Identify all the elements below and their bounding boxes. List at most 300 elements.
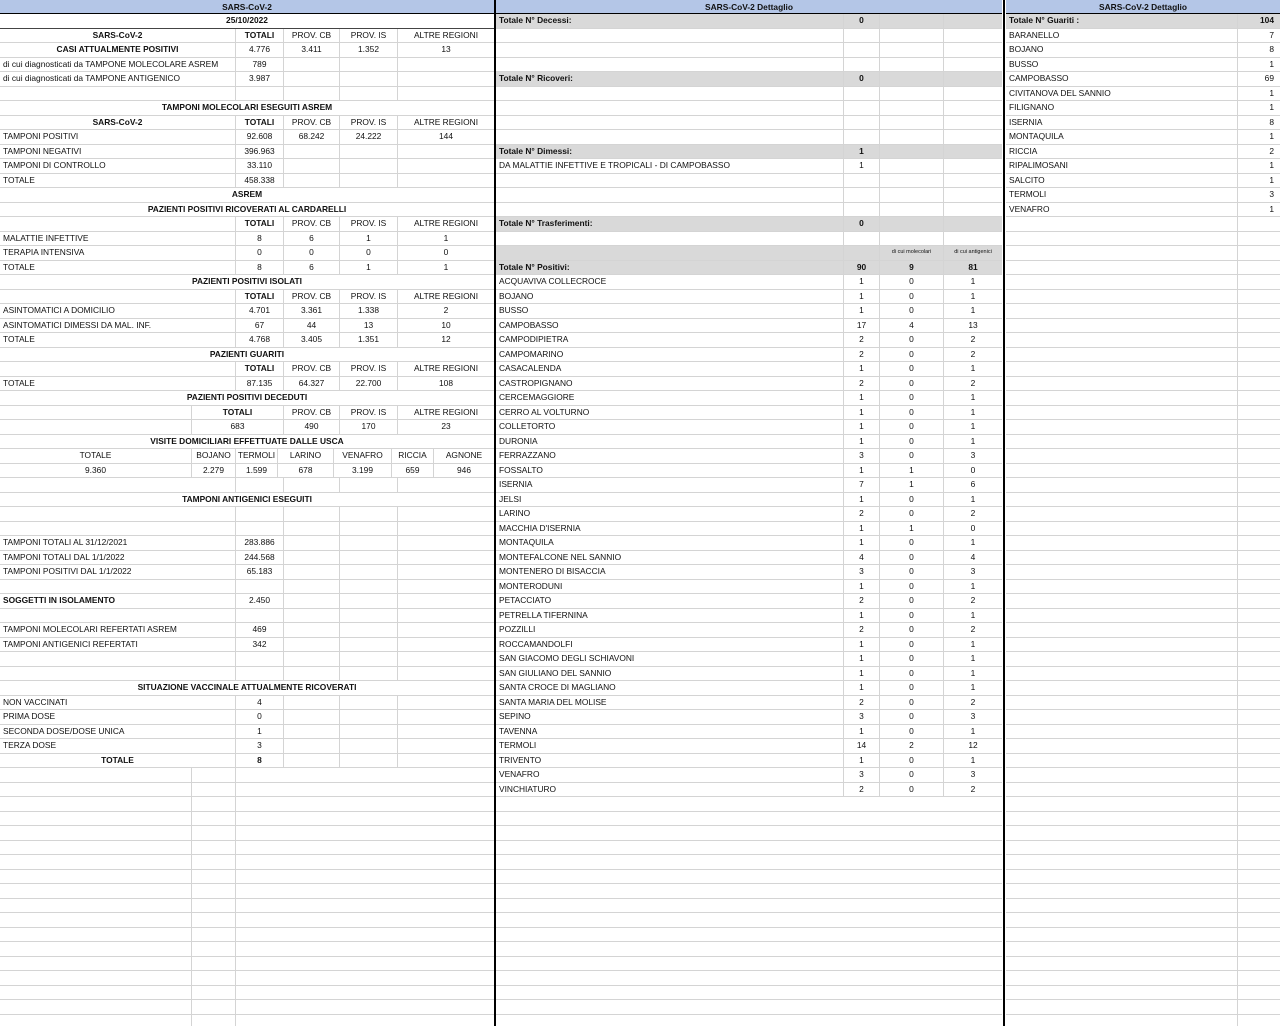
empty-row xyxy=(1006,362,1280,377)
value-cell: 12 xyxy=(441,334,451,344)
empty-cell xyxy=(0,478,236,492)
comune-name: BOJANO xyxy=(1006,43,1238,57)
value-cell: 69 xyxy=(1264,73,1274,83)
empty-cell xyxy=(496,188,844,202)
value-cell: 2 xyxy=(844,783,880,797)
value-cell: 1.338 xyxy=(340,304,398,318)
empty-row xyxy=(0,797,494,812)
empty-cell xyxy=(496,986,1002,1000)
empty-cell xyxy=(880,14,944,28)
value-cell: 0 xyxy=(880,754,944,768)
empty-cell xyxy=(1238,290,1280,304)
empty-cell xyxy=(1006,841,1238,855)
empty-cell xyxy=(1006,870,1238,884)
empty-cell xyxy=(236,1015,494,1026)
value-cell: 2 xyxy=(844,594,880,608)
value-cell: 2 xyxy=(970,624,976,634)
empty-cell xyxy=(844,87,880,101)
empty-cell xyxy=(1238,319,1280,333)
empty-cell xyxy=(496,913,1002,927)
comune-row xyxy=(496,406,1002,421)
value-cell: 0 xyxy=(844,72,880,86)
value-cell: 946 xyxy=(457,464,471,475)
value-cell: 2 xyxy=(844,348,880,362)
empty-row xyxy=(1006,928,1280,943)
value-cell: 7 xyxy=(1269,29,1274,40)
comune-name: VENAFRO xyxy=(496,768,844,782)
empty-cell xyxy=(284,667,340,681)
column-header: PROV. CB xyxy=(284,290,340,304)
column-header: TOTALE xyxy=(0,449,192,463)
empty-cell xyxy=(1006,348,1238,362)
empty-cell xyxy=(192,986,236,1000)
decessi-row xyxy=(496,14,1002,29)
empty-cell xyxy=(1006,536,1238,550)
row-label: TAMPONI TOTALI DAL 1/1/2022 xyxy=(0,551,236,565)
empty-cell xyxy=(880,174,944,188)
comune-name: VENAFRO xyxy=(1006,203,1238,217)
empty-cell xyxy=(1006,609,1238,623)
empty-cell xyxy=(1006,493,1238,507)
value-cell: 81 xyxy=(944,261,1002,275)
empty-cell xyxy=(284,594,340,608)
empty-cell xyxy=(340,174,398,188)
empty-cell xyxy=(0,783,192,797)
empty-cell xyxy=(1238,768,1280,782)
value-cell: 92.608 xyxy=(236,130,284,144)
empty-row xyxy=(0,971,494,986)
comune-row xyxy=(496,580,1002,595)
row-label: Totale N° Dimessi: xyxy=(496,145,844,159)
empty-cell xyxy=(1238,870,1280,884)
comune-name: COLLETORTO xyxy=(496,420,844,434)
empty-row xyxy=(1006,464,1280,479)
empty-cell xyxy=(398,580,494,594)
empty-cell xyxy=(1238,420,1280,434)
empty-row xyxy=(1006,478,1280,493)
table-row xyxy=(0,130,494,145)
comune-row xyxy=(496,725,1002,740)
empty-cell xyxy=(1006,246,1238,260)
value-cell: 458.338 xyxy=(236,174,284,188)
value-cell: 4 xyxy=(880,319,944,333)
empty-cell xyxy=(284,58,340,72)
empty-row xyxy=(496,1000,1002,1015)
value-cell: 3.987 xyxy=(236,72,284,86)
column-header: TOTALI xyxy=(236,29,284,43)
column-header: PROV. IS xyxy=(340,290,398,304)
report-date: 25/10/2022 xyxy=(226,15,268,25)
value-cell: 6 xyxy=(970,479,976,489)
value-cell: 1 xyxy=(236,725,284,739)
empty-cell xyxy=(1238,942,1280,956)
value-cell: 1 xyxy=(844,638,880,652)
trasferimenti-row xyxy=(496,217,1002,232)
empty-cell xyxy=(398,696,494,710)
column-header: ALTRE REGIONI xyxy=(413,363,479,373)
table-row xyxy=(0,275,494,290)
value-cell: 3.361 xyxy=(284,304,340,318)
empty-cell xyxy=(496,928,1002,942)
table-row xyxy=(0,391,494,406)
empty-cell xyxy=(1238,493,1280,507)
panel-title: SARS-CoV-2 Dettaglio xyxy=(496,0,1002,14)
empty-row xyxy=(1006,971,1280,986)
value-cell: 1 xyxy=(970,435,976,446)
value-cell: 13 xyxy=(441,44,451,54)
row-label: TERAPIA INTENSIVA xyxy=(0,246,236,260)
value-cell: 0 xyxy=(284,246,340,260)
empty-cell xyxy=(1238,246,1280,260)
table-row xyxy=(0,623,494,638)
value-cell: 2 xyxy=(970,783,976,794)
comune-row xyxy=(496,435,1002,450)
empty-cell xyxy=(1238,522,1280,536)
empty-cell xyxy=(496,130,844,144)
table-row xyxy=(0,159,494,174)
value-cell: 0 xyxy=(880,594,944,608)
comune-row xyxy=(1006,130,1280,145)
header-row xyxy=(0,406,494,421)
section-title: SITUAZIONE VACCINALE ATTUALMENTE RICOVERATI xyxy=(0,681,494,695)
empty-cell xyxy=(236,609,284,623)
empty-cell xyxy=(398,72,494,86)
empty-cell xyxy=(1238,275,1280,289)
empty-cell xyxy=(496,957,1002,971)
comune-name: BUSSO xyxy=(1006,58,1238,72)
value-cell: 1 xyxy=(844,435,880,449)
row-label: TERZA DOSE xyxy=(0,739,236,753)
empty-cell xyxy=(844,246,880,260)
empty-cell xyxy=(398,58,494,72)
empty-cell xyxy=(0,942,192,956)
value-cell: 0 xyxy=(880,507,944,521)
empty-cell xyxy=(1238,667,1280,681)
empty-cell xyxy=(1006,739,1238,753)
empty-cell xyxy=(0,812,192,826)
header-row xyxy=(0,217,494,232)
comune-name: CAMPOMARINO xyxy=(496,348,844,362)
comune-name: TAVENNA xyxy=(496,725,844,739)
comune-row xyxy=(1006,87,1280,102)
empty-row xyxy=(1006,841,1280,856)
empty-cell xyxy=(340,623,398,637)
empty-cell xyxy=(284,739,340,753)
value-cell: 0 xyxy=(880,652,944,666)
value-cell: 1 xyxy=(844,145,880,159)
empty-cell xyxy=(1238,855,1280,869)
empty-cell xyxy=(944,203,1002,217)
value-cell: 3 xyxy=(844,565,880,579)
empty-cell xyxy=(844,116,880,130)
table-row xyxy=(0,696,494,711)
empty-cell xyxy=(496,87,844,101)
empty-cell xyxy=(284,565,340,579)
row-label: TOTALE xyxy=(0,261,236,275)
empty-row xyxy=(1006,884,1280,899)
empty-row xyxy=(496,884,1002,899)
column-header: PROV. IS xyxy=(340,406,398,420)
empty-cell xyxy=(1238,362,1280,376)
value-cell: 0 xyxy=(880,580,944,594)
empty-cell xyxy=(340,594,398,608)
table-row xyxy=(0,348,494,363)
empty-cell xyxy=(340,72,398,86)
empty-cell xyxy=(1006,464,1238,478)
empty-cell xyxy=(284,623,340,637)
comune-name: CAMPOBASSO xyxy=(1006,72,1238,86)
comune-name: CIVITANOVA DEL SANNIO xyxy=(1006,87,1238,101)
empty-cell xyxy=(398,652,494,666)
column-header: PROV. IS xyxy=(340,116,398,130)
value-cell: 0 xyxy=(880,551,944,565)
empty-cell xyxy=(944,188,1002,202)
row-label: TOTALE xyxy=(0,377,236,391)
comune-row xyxy=(496,464,1002,479)
value-cell: 1 xyxy=(844,159,880,173)
empty-cell xyxy=(1238,551,1280,565)
value-cell: 0 xyxy=(880,377,944,391)
table-row xyxy=(0,203,494,218)
empty-cell xyxy=(1006,217,1238,231)
empty-cell xyxy=(0,609,236,623)
value-cell: 13 xyxy=(968,319,978,330)
value-cell: 1 xyxy=(844,362,880,376)
value-cell: 0 xyxy=(844,14,880,28)
empty-cell xyxy=(1238,536,1280,550)
column-header: LARINO xyxy=(278,449,334,463)
empty-cell xyxy=(844,174,880,188)
value-cell: 3 xyxy=(970,450,976,460)
empty-cell xyxy=(1006,580,1238,594)
column-header: ALTRE REGIONI xyxy=(413,406,479,417)
value-cell: 2 xyxy=(844,507,880,521)
empty-cell xyxy=(284,638,340,652)
empty-cell xyxy=(398,667,494,681)
empty-cell xyxy=(1238,478,1280,492)
value-cell: 0 xyxy=(340,246,398,260)
value-cell: 17 xyxy=(844,319,880,333)
empty-cell xyxy=(284,87,340,101)
date-row xyxy=(0,14,494,29)
row-label: PRIMA DOSE xyxy=(0,710,236,724)
empty-cell xyxy=(284,754,340,768)
empty-row xyxy=(1006,768,1280,783)
dettaglio-guariti-panel xyxy=(1006,0,1280,1026)
empty-cell xyxy=(1006,377,1238,391)
table-row xyxy=(0,145,494,160)
empty-cell xyxy=(1238,884,1280,898)
empty-cell xyxy=(880,101,944,115)
empty-cell xyxy=(0,1000,192,1014)
value-cell: 0 xyxy=(880,710,944,724)
row-label: Totale N° Positivi: xyxy=(496,261,844,275)
empty-cell xyxy=(880,130,944,144)
comune-name: SAN GIACOMO DEGLI SCHIAVONI xyxy=(496,652,844,666)
comune-name: SAN GIULIANO DEL SANNIO xyxy=(496,667,844,681)
comune-row xyxy=(1006,72,1280,87)
value-cell: 1 xyxy=(1269,58,1274,69)
value-cell: 10 xyxy=(441,319,451,330)
column-header: PROV. CB xyxy=(284,29,340,43)
empty-row xyxy=(1006,638,1280,653)
empty-cell xyxy=(236,768,494,782)
comune-name: TERMOLI xyxy=(1006,188,1238,202)
positivi-row xyxy=(496,261,1002,276)
empty-cell xyxy=(398,551,494,565)
empty-cell xyxy=(340,609,398,623)
value-cell: 33.110 xyxy=(236,159,284,173)
empty-row xyxy=(1006,986,1280,1001)
value-cell: 2 xyxy=(844,623,880,637)
empty-row xyxy=(496,855,1002,870)
empty-cell xyxy=(0,667,236,681)
empty-row xyxy=(1006,290,1280,305)
empty-row xyxy=(1006,391,1280,406)
empty-cell xyxy=(0,420,192,434)
value-cell: 4 xyxy=(844,551,880,565)
empty-cell xyxy=(236,928,494,942)
empty-cell xyxy=(340,667,398,681)
empty-row xyxy=(0,928,494,943)
empty-row xyxy=(1006,812,1280,827)
empty-row xyxy=(1006,493,1280,508)
empty-cell xyxy=(944,101,1002,115)
table-row xyxy=(0,377,494,392)
empty-cell xyxy=(192,812,236,826)
empty-cell xyxy=(1238,580,1280,594)
comune-name: PETACCIATO xyxy=(496,594,844,608)
value-cell: 67 xyxy=(236,319,284,333)
section-title: PAZIENTI POSITIVI RICOVERATI AL CARDARELLI xyxy=(0,203,494,217)
header-row xyxy=(0,449,494,464)
empty-cell xyxy=(880,116,944,130)
empty-cell xyxy=(0,217,236,231)
comune-name: ISERNIA xyxy=(496,478,844,492)
comune-row xyxy=(496,333,1002,348)
row-label: di cui diagnosticati da TAMPONE MOLECOLARE ASREM xyxy=(0,58,236,72)
empty-cell xyxy=(236,522,284,536)
empty-cell xyxy=(1238,826,1280,840)
empty-cell xyxy=(236,855,494,869)
value-cell: 2 xyxy=(844,377,880,391)
value-cell: 1 xyxy=(970,537,976,547)
comune-row xyxy=(496,362,1002,377)
empty-row xyxy=(1006,942,1280,957)
value-cell: 0 xyxy=(880,406,944,420)
comune-name: RIPALIMOSANI xyxy=(1006,159,1238,173)
row-label: MALATTIE INFETTIVE xyxy=(0,232,236,246)
empty-cell xyxy=(1238,304,1280,318)
empty-cell xyxy=(880,87,944,101)
value-cell: 7 xyxy=(844,478,880,492)
comune-row xyxy=(496,522,1002,537)
dettaglio-positivi-panel xyxy=(496,0,1002,1026)
value-cell: 44 xyxy=(284,319,340,333)
empty-cell xyxy=(398,174,494,188)
comune-name: MONTENERO DI BISACCIA xyxy=(496,565,844,579)
value-cell: 8 xyxy=(1269,44,1274,54)
comune-row xyxy=(496,391,1002,406)
row-label: TAMPONI POSITIVI DAL 1/1/2022 xyxy=(0,565,236,579)
value-cell: 2.450 xyxy=(236,594,284,608)
empty-row xyxy=(1006,957,1280,972)
section-title: PAZIENTI POSITIVI DECEDUTI xyxy=(0,391,494,405)
empty-row xyxy=(0,899,494,914)
value-cell: 3 xyxy=(970,566,976,576)
comune-row xyxy=(496,696,1002,711)
empty-row xyxy=(1006,696,1280,711)
empty-row xyxy=(1006,667,1280,682)
value-cell: 1.352 xyxy=(340,43,398,57)
empty-row xyxy=(1006,333,1280,348)
value-cell: 1 xyxy=(970,725,976,736)
empty-cell xyxy=(1006,319,1238,333)
comune-row xyxy=(496,275,1002,290)
empty-cell xyxy=(284,159,340,173)
empty-cell xyxy=(1238,986,1280,1000)
value-cell: 0 xyxy=(236,710,284,724)
empty-cell xyxy=(1006,275,1238,289)
empty-cell xyxy=(192,971,236,985)
table-row xyxy=(0,72,494,87)
value-cell: 1 xyxy=(880,478,944,492)
empty-cell xyxy=(1238,609,1280,623)
value-cell: 3 xyxy=(844,768,880,782)
comune-name: MONTERODUNI xyxy=(496,580,844,594)
column-header: TOTALI xyxy=(236,116,284,130)
section-title: TAMPONI ANTIGENICI ESEGUITI xyxy=(0,493,494,507)
row-label: ASINTOMATICI A DOMICILIO xyxy=(0,304,236,318)
value-cell: 87.135 xyxy=(236,377,284,391)
value-cell: 2 xyxy=(970,334,976,344)
comune-row xyxy=(496,377,1002,392)
empty-cell xyxy=(944,58,1002,72)
empty-cell xyxy=(496,797,1002,811)
empty-cell xyxy=(1238,507,1280,521)
empty-row xyxy=(496,174,1002,189)
value-cell: 22.700 xyxy=(340,377,398,391)
empty-row xyxy=(1006,739,1280,754)
column-header: SARS-CoV-2 xyxy=(0,116,236,130)
empty-row xyxy=(0,1000,494,1015)
comune-row xyxy=(496,420,1002,435)
value-cell: 0 xyxy=(880,348,944,362)
empty-cell xyxy=(1006,667,1238,681)
empty-row xyxy=(1006,522,1280,537)
value-cell: 2 xyxy=(844,696,880,710)
value-cell: 14 xyxy=(844,739,880,753)
empty-cell xyxy=(944,43,1002,57)
comune-row xyxy=(1006,101,1280,116)
column-header: SARS-CoV-2 xyxy=(0,29,236,43)
header-row xyxy=(496,246,1002,261)
column-header: VENAFRO xyxy=(334,449,392,463)
empty-cell xyxy=(340,638,398,652)
empty-cell xyxy=(340,725,398,739)
empty-row xyxy=(1006,1000,1280,1015)
table-row xyxy=(0,725,494,740)
value-cell: 1 xyxy=(844,304,880,318)
value-cell: 244.568 xyxy=(236,551,284,565)
value-cell: 1 xyxy=(844,275,880,289)
empty-cell xyxy=(496,971,1002,985)
empty-cell xyxy=(0,290,236,304)
empty-cell xyxy=(284,507,340,521)
empty-cell xyxy=(340,58,398,72)
empty-cell xyxy=(1238,797,1280,811)
empty-cell xyxy=(1006,1000,1238,1014)
